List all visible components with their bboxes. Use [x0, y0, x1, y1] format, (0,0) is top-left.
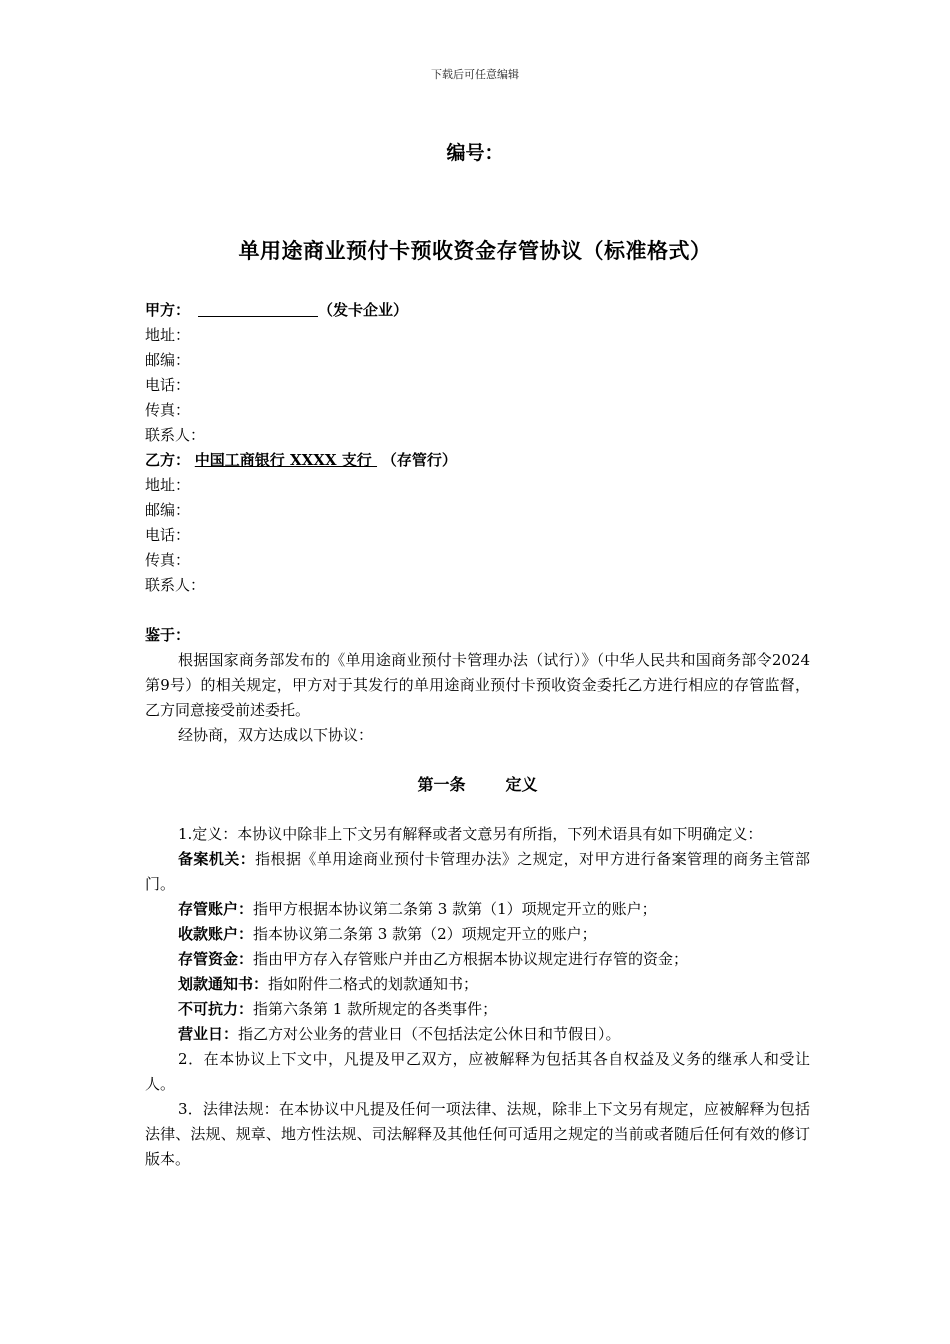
definitions-section: [145, 822, 810, 1172]
party-a-postcode: 邮编：: [145, 351, 191, 369]
definition-term: 收款账户：: [178, 925, 254, 943]
definition-term: 不可抗力：: [178, 1000, 254, 1018]
party-b-fax: 传真：: [145, 551, 191, 569]
party-b-name: 中国工商银行 XXXX 支行: [194, 451, 378, 469]
definition-text: 指第六条第 1 款所规定的各类事件；: [253, 1000, 498, 1018]
party-a-line: [145, 298, 810, 323]
definition-item: [145, 897, 810, 922]
party-b-address: 地址：: [145, 476, 191, 494]
party-b-contact: 联系人：: [145, 576, 206, 594]
definitions-intro: 1.定义：本协议中除非上下文另有解释或者文意另有所指，下列术语具有如下明确定义：: [178, 825, 763, 843]
party-b-line: [145, 448, 810, 473]
document-title: 单用途商业预付卡预收资金存管协议（标准格式）: [238, 238, 712, 263]
definition-term: 备案机关：: [178, 850, 256, 868]
definition-item: [145, 922, 810, 947]
article-1-heading: [145, 772, 810, 797]
party-a-fax: 传真：: [145, 401, 191, 419]
clause-3: 3．法律法规：在本协议中凡提及任何一项法律、法规，除非上下文另有规定，应被解释为包括法律、法规、规章、地方性法规、司法解释及其他任何可适用之规定的当前或者随后任何有效的修订版本。: [145, 1100, 810, 1168]
whereas-label: 鉴于：: [145, 626, 191, 644]
party-a-address: 地址：: [145, 326, 191, 344]
definition-text: 指由甲方存入存管账户并由乙方根据本协议规定进行存管的资金；: [253, 950, 689, 968]
party-b-label: 乙方：: [145, 451, 191, 469]
definition-item: [145, 947, 810, 972]
definition-item: [145, 972, 810, 997]
whereas-paragraph: 根据国家商务部发布的《单用途商业预付卡管理办法（试行）》（中华人民共和国商务部令2024第9号）的相关规定，甲方对于其发行的单用途商业预付卡预收资金委托乙方进行相应的存管监督，乙方同意接受前述委托。: [145, 651, 810, 719]
clause-2: 2．在本协议上下文中，凡提及甲乙双方，应被解释为包括其各自权益及义务的继承人和受让人。: [145, 1050, 810, 1093]
definition-term: 营业日：: [178, 1025, 239, 1043]
definition-term: 存管资金：: [178, 950, 254, 968]
definition-item: [145, 847, 810, 897]
party-a-name-blank: [198, 302, 318, 317]
document-number-label: 编号：: [446, 142, 504, 164]
article-1-number: 第一条: [417, 775, 466, 794]
whereas-section: [145, 623, 810, 748]
definition-item: [145, 997, 810, 1022]
definition-text: 指本协议第二条第 3 款第（2）项规定开立的账户；: [253, 925, 597, 943]
definition-item: [145, 1022, 810, 1047]
header-note: 下载后可任意编辑: [431, 68, 519, 81]
definition-term: 划款通知书：: [178, 975, 269, 993]
party-a-phone: 电话：: [145, 376, 191, 394]
party-a-label: 甲方：: [145, 301, 191, 319]
definition-term: 存管账户：: [178, 900, 254, 918]
party-b-suffix: （存管行）: [381, 451, 457, 469]
party-b-phone: 电话：: [145, 526, 191, 544]
party-a-contact: 联系人：: [145, 426, 206, 444]
agreement-intro: 经协商，双方达成以下协议：: [178, 726, 374, 744]
party-a-suffix: （发卡企业）: [318, 301, 409, 319]
article-1-name: 定义: [505, 775, 538, 794]
parties-section: [145, 298, 810, 598]
definition-text: 指甲方根据本协议第二条第 3 款第（1）项规定开立的账户；: [253, 900, 657, 918]
party-b-postcode: 邮编：: [145, 501, 191, 519]
definition-text: 指乙方对公业务的营业日（不包括法定公休日和节假日）。: [238, 1025, 621, 1043]
definition-text: 指如附件二格式的划款通知书；: [268, 975, 479, 993]
definition-text: 指根据《单用途商业预付卡管理办法》之规定，对甲方进行备案管理的商务主管部门。: [145, 850, 810, 893]
